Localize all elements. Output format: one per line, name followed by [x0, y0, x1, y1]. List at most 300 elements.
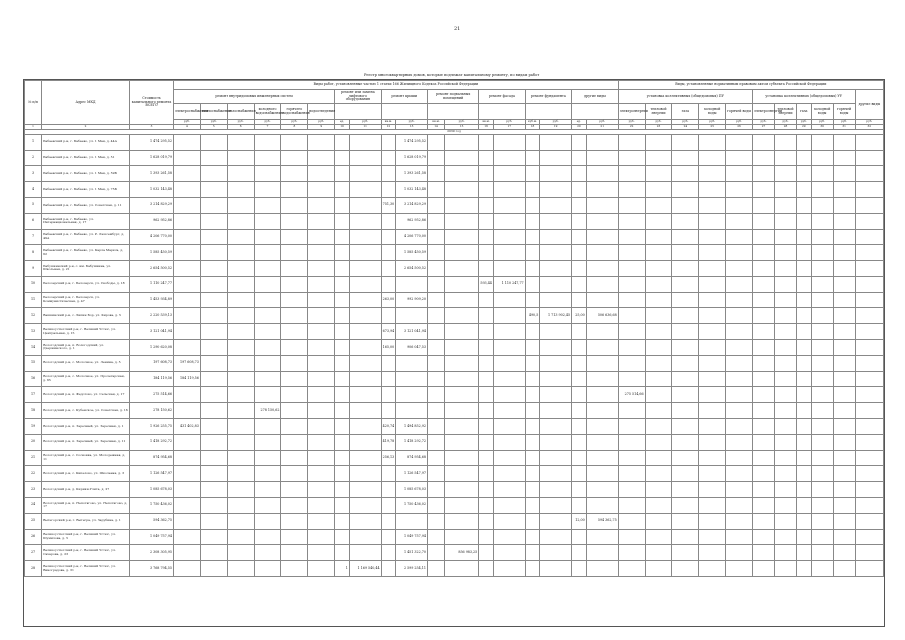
table-cell: [726, 213, 753, 229]
table-cell: [227, 466, 254, 482]
table-cell: [833, 450, 855, 466]
table-cell: [699, 261, 726, 277]
table-cell: [645, 213, 672, 229]
table-cell: [833, 197, 855, 213]
table-cell: [645, 340, 672, 356]
table-cell: [586, 434, 618, 450]
table-row: [25, 150, 884, 166]
table-cell: [445, 419, 479, 435]
table-cell: [796, 292, 811, 308]
table-cell: [699, 545, 726, 561]
table-cell: 2 654 500,52: [396, 261, 428, 277]
header-foundation: ремонт фундамента: [525, 90, 571, 104]
table-cell: [645, 324, 672, 340]
table-cell: [200, 213, 227, 229]
header-meter-3: холодной воды: [699, 104, 726, 120]
table-cell: [855, 434, 883, 450]
table-cell: [335, 245, 350, 261]
table-cell: Бабаевский р-н, г. Бабаево, ул. 1 Мая, д. 59Б: [42, 166, 130, 182]
table-cell: [618, 561, 645, 577]
table-cell: [254, 466, 281, 482]
table-cell: [281, 182, 308, 198]
table-cell: [811, 482, 833, 498]
table-cell: [645, 482, 672, 498]
table-cell: [540, 197, 572, 213]
table-cell: [672, 498, 699, 514]
table-cell: 431 402,83: [174, 419, 201, 435]
table-row: [25, 229, 884, 245]
table-cell: [618, 545, 645, 561]
table-cell: [493, 434, 525, 450]
table-cell: [726, 561, 753, 577]
table-cell: [586, 245, 618, 261]
table-cell: [479, 134, 494, 150]
header-meter-2: газа: [672, 104, 699, 120]
table-cell: [479, 182, 494, 198]
table-cell: [726, 340, 753, 356]
table-cell: [753, 261, 775, 277]
table-cell: [427, 434, 444, 450]
table-cell: [427, 261, 444, 277]
table-cell: [254, 561, 281, 577]
table-cell: [254, 498, 281, 514]
column-number: 12: [381, 124, 396, 129]
column-number: 10: [335, 124, 350, 129]
table-cell: [427, 292, 444, 308]
table-cell: Бабаевский р-н, г. Бабаево, ул. 1 Мая, д. 44А: [42, 134, 130, 150]
table-cell: [335, 150, 350, 166]
table-cell: [645, 498, 672, 514]
table-cell: 184 119,56: [174, 371, 201, 387]
table-cell: [308, 545, 335, 561]
table-cell: [200, 276, 227, 292]
table-cell: 28: [25, 561, 42, 577]
table-cell: [493, 529, 525, 545]
table-cell: [227, 403, 254, 419]
table-cell: [699, 403, 726, 419]
table-cell: 1 628 019,79: [396, 150, 428, 166]
table-cell: [586, 355, 618, 371]
table-cell: 1 393 261,58: [130, 166, 174, 182]
table-cell: [281, 498, 308, 514]
table-cell: [445, 292, 479, 308]
table-cell: [586, 292, 618, 308]
table-cell: [381, 166, 396, 182]
table-cell: [525, 197, 540, 213]
table-cell: [796, 466, 811, 482]
table-cell: [540, 355, 572, 371]
table-cell: [699, 245, 726, 261]
table-cell: Вологодский р-н, п. Вологодский, ул. Дзержинского, д. 1: [42, 340, 130, 356]
table-cell: [254, 166, 281, 182]
table-cell: [540, 292, 572, 308]
table-cell: [753, 276, 775, 292]
table-cell: [200, 371, 227, 387]
table-cell: [796, 498, 811, 514]
table-cell: 2 599 254,11: [396, 561, 428, 577]
table-cell: [811, 324, 833, 340]
table-cell: [254, 292, 281, 308]
table-cell: [174, 245, 201, 261]
column-number: 24: [672, 124, 699, 129]
table-cell: 1 453 934,89: [130, 292, 174, 308]
header-sys-1: теплоснабжения: [200, 104, 227, 120]
table-cell: [493, 134, 525, 150]
table-cell: [174, 261, 201, 277]
table-cell: [699, 419, 726, 435]
table-cell: [349, 434, 381, 450]
table-cell: [174, 197, 201, 213]
table-cell: 3: [25, 166, 42, 182]
table-cell: [308, 150, 335, 166]
table-cell: Вологодский р-н, с. Молочное, ул. Ленина, д. 5: [42, 355, 130, 371]
table-cell: [174, 387, 201, 403]
table-cell: [174, 450, 201, 466]
table-cell: [833, 482, 855, 498]
table-cell: 1 049 757,94: [396, 529, 428, 545]
table-cell: [572, 150, 587, 166]
table-cell: 3 121 041,94: [396, 324, 428, 340]
table-cell: [726, 545, 753, 561]
table-cell: [308, 182, 335, 198]
table-cell: [479, 150, 494, 166]
table-cell: 1: [335, 561, 350, 577]
table-cell: [525, 419, 540, 435]
table-cell: [672, 308, 699, 324]
table-cell: [855, 545, 883, 561]
table-cell: [572, 340, 587, 356]
table-cell: [493, 229, 525, 245]
register-table-frame: [23, 79, 885, 627]
table-cell: [753, 292, 775, 308]
table-cell: [200, 197, 227, 213]
table-cell: [796, 324, 811, 340]
table-cell: [672, 213, 699, 229]
table-cell: Великоустюгский р-н, г. Великий Устюг, ул. Центральная, д. 15: [42, 324, 130, 340]
table-cell: [381, 387, 396, 403]
table-cell: [281, 166, 308, 182]
table-cell: [726, 498, 753, 514]
table-cell: [227, 482, 254, 498]
table-cell: [774, 450, 796, 466]
table-cell: [833, 245, 855, 261]
table-cell: [335, 324, 350, 340]
header-units-row: руб. руб. руб. руб. руб. руб. ед. руб. кв.м. руб. кв.м. руб. кв.м. руб. куб.м. руб. ед. руб. руб. руб. руб. руб. руб. руб. руб. руб. руб. руб. руб.: [25, 120, 884, 125]
column-number: 6: [227, 124, 254, 129]
table-cell: [645, 450, 672, 466]
table-cell: [281, 340, 308, 356]
table-cell: [796, 513, 811, 529]
table-cell: [349, 324, 381, 340]
table-cell: [396, 513, 428, 529]
table-cell: 1 085 678,03: [396, 482, 428, 498]
table-cell: [699, 166, 726, 182]
table-cell: [308, 561, 335, 577]
table-cell: 1 049 757,94: [130, 529, 174, 545]
table-cell: [540, 340, 572, 356]
table-cell: [493, 308, 525, 324]
table-cell: [572, 529, 587, 545]
table-cell: [174, 134, 201, 150]
table-cell: [308, 292, 335, 308]
table-cell: [174, 150, 201, 166]
table-cell: [774, 245, 796, 261]
table-cell: [349, 545, 381, 561]
table-cell: [774, 434, 796, 450]
table-cell: [796, 245, 811, 261]
table-cell: [427, 371, 444, 387]
table-cell: [445, 434, 479, 450]
table-cell: [540, 403, 572, 419]
table-cell: 14: [25, 340, 42, 356]
table-cell: [540, 134, 572, 150]
table-cell: 2: [25, 150, 42, 166]
table-cell: [618, 245, 645, 261]
table-row: [25, 529, 884, 545]
table-cell: [281, 450, 308, 466]
table-cell: [308, 276, 335, 292]
table-cell: [281, 308, 308, 324]
table-cell: [427, 213, 444, 229]
table-cell: [726, 292, 753, 308]
table-cell: [833, 166, 855, 182]
table-cell: [796, 340, 811, 356]
table-cell: [525, 403, 540, 419]
table-cell: 275 514,66: [130, 387, 174, 403]
table-cell: 1 750 436,02: [396, 498, 428, 514]
table-cell: [618, 197, 645, 213]
table-cell: [254, 197, 281, 213]
table-cell: [445, 403, 479, 419]
table-cell: [445, 229, 479, 245]
table-cell: 197 608,73: [130, 355, 174, 371]
table-cell: [335, 197, 350, 213]
table-cell: [349, 213, 381, 229]
table-cell: [586, 403, 618, 419]
header-node-0: электроэнергии: [753, 104, 775, 120]
table-cell: [349, 134, 381, 150]
table-cell: [774, 371, 796, 387]
table-cell: [493, 498, 525, 514]
table-cell: [427, 324, 444, 340]
header-other: другие виды: [855, 90, 883, 120]
table-cell: [479, 355, 494, 371]
table-cell: [427, 134, 444, 150]
table-cell: 18: [25, 403, 42, 419]
table-cell: [672, 513, 699, 529]
table-cell: 490,5: [525, 308, 540, 324]
table-cell: [281, 355, 308, 371]
table-cell: [811, 371, 833, 387]
table-cell: [645, 229, 672, 245]
table-cell: [753, 466, 775, 482]
column-number: 11: [349, 124, 381, 129]
table-cell: [811, 150, 833, 166]
table-cell: 11: [25, 292, 42, 308]
table-cell: [618, 340, 645, 356]
table-cell: [753, 166, 775, 182]
table-cell: [540, 245, 572, 261]
table-cell: [525, 150, 540, 166]
table-cell: Бабаевский р-н, г. Бабаево, ул. Интернациональная, д. 17: [42, 213, 130, 229]
table-cell: [811, 466, 833, 482]
table-cell: 594 362,75: [586, 513, 618, 529]
table-cell: [726, 261, 753, 277]
table-cell: 419,78: [381, 434, 396, 450]
table-cell: [335, 482, 350, 498]
table-cell: [672, 324, 699, 340]
table-cell: [525, 371, 540, 387]
table-cell: [254, 434, 281, 450]
table-cell: [227, 355, 254, 371]
table-cell: [349, 150, 381, 166]
table-cell: [174, 292, 201, 308]
table-cell: [796, 419, 811, 435]
table-cell: [540, 276, 572, 292]
column-number: 22: [618, 124, 645, 129]
table-row: [25, 292, 884, 308]
table-cell: [726, 482, 753, 498]
table-cell: [427, 482, 444, 498]
table-cell: [445, 166, 479, 182]
table-cell: [672, 403, 699, 419]
table-cell: [525, 261, 540, 277]
column-number: 13: [396, 124, 428, 129]
table-cell: [811, 434, 833, 450]
table-cell: [396, 308, 428, 324]
header-meters: установка коллективных (общедомовых) ПУ: [618, 90, 752, 104]
table-cell: [493, 561, 525, 577]
table-cell: [672, 292, 699, 308]
table-cell: 992 909,20: [396, 292, 428, 308]
table-cell: [833, 213, 855, 229]
table-cell: 856 983,25: [445, 545, 479, 561]
table-cell: [227, 308, 254, 324]
table-cell: [811, 308, 833, 324]
table-cell: [753, 340, 775, 356]
table-cell: [227, 434, 254, 450]
table-cell: [308, 466, 335, 482]
table-cell: 184 119,56: [130, 371, 174, 387]
table-cell: 1 393 261,58: [396, 166, 428, 182]
table-cell: Вологодский р-н, с. Кипелово, ул. Школьная, д. 3: [42, 466, 130, 482]
table-cell: 1 418 292,72: [396, 434, 428, 450]
table-cell: Вологодский р-н, п. Заречный, ул. Заречная, д. 11: [42, 434, 130, 450]
table-cell: [381, 229, 396, 245]
table-cell: [726, 450, 753, 466]
year-label: 2039 год: [25, 129, 884, 134]
table-cell: [672, 150, 699, 166]
table-cell: [381, 182, 396, 198]
table-cell: 25: [25, 513, 42, 529]
table-cell: 1 169 540,44: [349, 561, 381, 577]
table-cell: [200, 308, 227, 324]
table-cell: [753, 482, 775, 498]
table-cell: [525, 340, 540, 356]
table-cell: [572, 245, 587, 261]
table-cell: [200, 498, 227, 514]
column-number: 32: [855, 124, 883, 129]
table-cell: [774, 324, 796, 340]
table-cell: [540, 150, 572, 166]
table-cell: [618, 434, 645, 450]
header-systems: ремонт внутридомовых инженерных систем: [174, 90, 335, 104]
table-cell: [586, 561, 618, 577]
table-cell: [381, 355, 396, 371]
table-cell: [427, 308, 444, 324]
table-cell: [335, 498, 350, 514]
table-cell: [254, 150, 281, 166]
table-cell: [699, 324, 726, 340]
table-cell: [479, 513, 494, 529]
table-cell: [396, 371, 428, 387]
table-cell: [645, 403, 672, 419]
table-cell: [618, 403, 645, 419]
table-cell: [381, 529, 396, 545]
table-cell: [525, 229, 540, 245]
table-cell: 1 418 292,72: [130, 434, 174, 450]
table-cell: [396, 387, 428, 403]
table-cell: [445, 482, 479, 498]
table-cell: [349, 482, 381, 498]
table-cell: [753, 419, 775, 435]
table-cell: [540, 561, 572, 577]
table-cell: 2 220 539,13: [130, 308, 174, 324]
column-number: 30: [811, 124, 833, 129]
table-cell: [200, 182, 227, 198]
table-cell: [381, 498, 396, 514]
table-cell: [572, 419, 587, 435]
table-cell: [381, 134, 396, 150]
table-cell: [174, 213, 201, 229]
table-cell: Вологодский р-н, п. Заречный, ул. Заречная, д. 1: [42, 419, 130, 435]
header-subject-group: Виды, установленные нормативным правовым актом субъекта Российской Федерации: [618, 81, 883, 90]
table-cell: [811, 513, 833, 529]
table-cell: [645, 529, 672, 545]
table-cell: [200, 324, 227, 340]
table-cell: 962 952,86: [396, 213, 428, 229]
table-cell: [525, 355, 540, 371]
table-cell: [349, 466, 381, 482]
table-cell: 19: [25, 419, 42, 435]
table-cell: 673,94: [381, 324, 396, 340]
table-cell: [855, 150, 883, 166]
table-cell: 2 308 305,95: [130, 545, 174, 561]
table-cell: [774, 276, 796, 292]
table-cell: [726, 182, 753, 198]
table-cell: [811, 545, 833, 561]
table-cell: [618, 276, 645, 292]
table-cell: Вологодский р-н, с. Сосновка, ул. Молодежная, д. 11: [42, 450, 130, 466]
table-cell: [572, 482, 587, 498]
header-row-1: [25, 81, 884, 90]
table-cell: [335, 134, 350, 150]
table-cell: [227, 513, 254, 529]
table-cell: [427, 403, 444, 419]
table-cell: [618, 308, 645, 324]
table-cell: [618, 261, 645, 277]
table-row: [25, 197, 884, 213]
table-cell: 20: [25, 434, 42, 450]
table-cell: [281, 197, 308, 213]
table-cell: [308, 197, 335, 213]
header-meter-4: горячей воды: [726, 104, 753, 120]
table-cell: [335, 213, 350, 229]
table-cell: [618, 371, 645, 387]
table-cell: [586, 182, 618, 198]
table-cell: [586, 498, 618, 514]
table-cell: [525, 276, 540, 292]
